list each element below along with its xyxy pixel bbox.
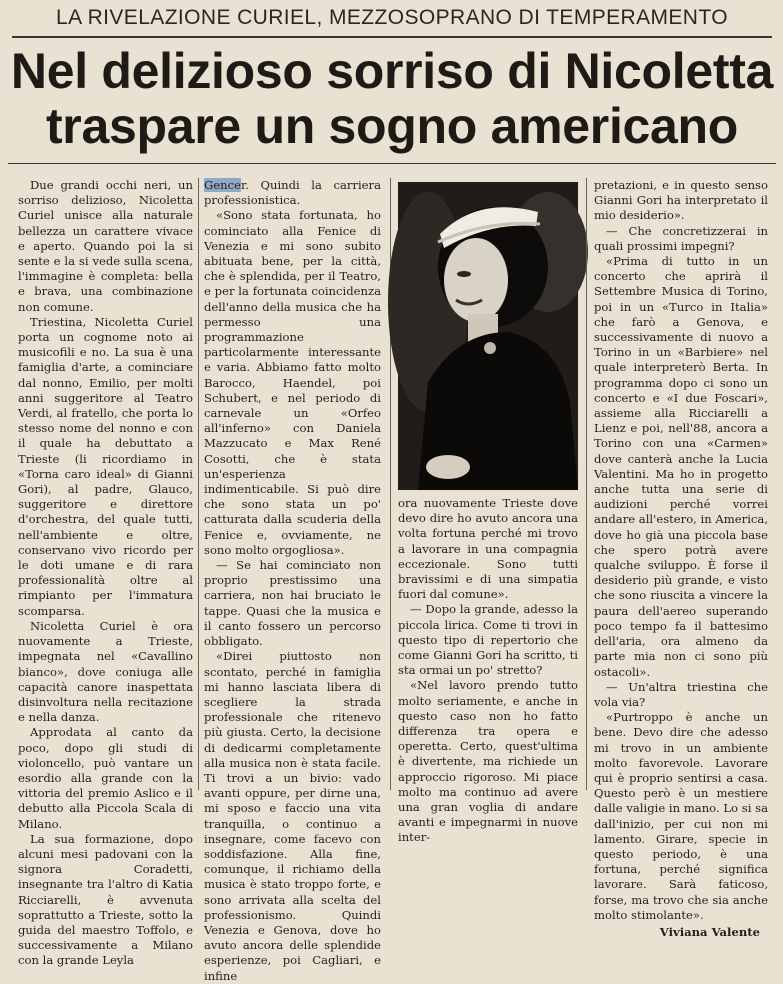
headline-rule xyxy=(8,163,776,164)
selected-text-highlight: Gence xyxy=(204,178,241,192)
headline-line-1: Nel delizioso sorriso di Nicoletta xyxy=(10,43,774,99)
author-signature: Viviana Valente xyxy=(659,924,760,939)
paragraph: «Purtroppo è anche un bene. Devo dire che adesso mi trovo in un ambiente molto favorevole. Lavorare qui è proprio sentirsi a casa. Questo però è un mestiere dalle valigie in mano. Lo si sa dall'inizio, per cui non mi lamento. Girare, specie in questo periodo, è una fortuna, perché significa lavorare. Sarà faticoso, forse, ma trovo che sia anche molto stimolante». xyxy=(594,710,768,922)
paragraph: — Un'altra triestina che vola via? xyxy=(594,679,768,709)
column-divider xyxy=(198,178,199,790)
paragraph: Approdata al canto da poco, dopo gli studi di violoncello, può vantare un esordio alla grande con la vittoria del premio Aslico e il debutto alla Piccola Scala di Milano. xyxy=(18,725,193,831)
paragraph: — Se hai cominciato non proprio prestissimo una carriera, non hai bruciato le tappe. Quasi che la musica e il canto fossero un percorso obbligato. xyxy=(204,558,381,649)
paragraph: Nicoletta Curiel è ora nuovamente a Trieste, impegnata nel «Cavallino bianco», dove coniuga alle capacità canore inaspettata disinvoltura nella recitazione e nella danza. xyxy=(18,618,193,725)
paragraph: — Dopo la grande, adesso la piccola lirica. Come ti trovi in questo tipo di repertorio che come Gianni Gori ha scritto, ti sta ormai un po' stretto? xyxy=(398,602,578,678)
kicker-rule xyxy=(12,36,772,38)
article-column-2 xyxy=(204,178,381,983)
kicker: LA RIVELAZIONE CURIEL, MEZZOSOPRANO DI TEMPERAMENTO xyxy=(56,6,728,29)
article-column-4 xyxy=(594,178,768,939)
paragraph: pretazioni, e in questo senso Gianni Gori ha interpretato il mio desiderio». xyxy=(594,178,768,223)
paragraph: La sua formazione, dopo alcuni mesi padovani con la signora Coradetti, insegnante tra l'altro di Katia Ricciarelli, è avvenuta soprattutto a Trieste, sotto la guida del maestro Toffolo, e successivamente a Milano con la grande Leyla xyxy=(18,831,193,968)
article-column-1 xyxy=(18,178,193,968)
headline-line-2: traspare un sogno americano xyxy=(45,98,739,154)
paragraph: «Sono stata fortunata, ho cominciato alla Fenice di Venezia e mi sono subito abituata bene, per la città, che è splendida, per il Teatro, e per la fortunata coincidenza dell'anno della musica che ha permesso una programmazione particolarmente interessante e varia. Abbiamo fatto molto Barocco, Haendel, poi Schubert, e nel periodo di carnevale un «Orfeo all'inferno» con Daniela Mazzucato e Max René Cosotti, che è stata un'esperienza indimenticabile. Si può dire che sono stata un po' catturata dalla scuderia della Fenice e, ovviamente, ne sono molto orgogliosa». xyxy=(204,208,381,557)
article-column-3 xyxy=(398,496,578,845)
paragraph xyxy=(204,178,381,208)
paragraph: Triestina, Nicoletta Curiel porta un cognome noto ai musicofili e no. La sua è una famiglia d'arte, a cominciare dal nonno, Emilio, per molti anni suggeritore al Teatro Verdi, al fratello, che porta lo stesso nome del nonno e con il quale ha debuttato a Trieste (li ricordiamo in «Torna caro ideal» di Gianni Gori), al padre, Glauco, suggeritore e direttore d'orchestra, del quale tutti, nell'ambiente e oltre, conservano vivo ricordo per le doti umane e di rara professionalità oltre al rimpianto per l'immatura scomparsa. xyxy=(18,314,193,618)
headline xyxy=(8,44,776,154)
paragraph: «Direi piuttosto non scontato, perché in famiglia mi hanno lasciata libera di scegliere la strada professionale che ritenevo più giusta. Certo, la decisione di dedicarmi completamente alla musica non è stata facile. Ti trovi a un bivio: vado avanti oppure, per dirne una, mi sposo e faccio una vita tranquilla, o continuo a insegnare, come facevo con soddisfazione. Alla fine, comunque, il richiamo della musica è stato troppo forte, e sono arrivata alla scelta del professionismo. Quindi Venezia e Genova, dove ho avuto ancora delle splendide esperienze, poi Cagliari, e infine xyxy=(204,649,381,983)
paragraph: — Che concretizzerai in quali prossimi impegni? xyxy=(594,223,768,253)
portrait-photo-icon xyxy=(398,182,578,490)
paragraph: «Nel lavoro prendo tutto molto seriamente, e anche in questo caso non ho fatto differenza tra opera e operetta. Certo, quest'ultima è divertente, ma richiede un approccio rigoroso. Mi piace molto ma continuo ad avere una gran voglia di andare avanti e impegnarmi in nuove inter- xyxy=(398,678,578,845)
paragraph-continuation: r. Quindi la carriera professionistica. xyxy=(204,178,381,208)
paragraph: ora nuovamente Trieste dove devo dire ho avuto ancora una volta fortuna perché mi trovo a lavorare in una compagnia eccezionale. Sono tutti bravissimi e di una simpatia fuori dal comune». xyxy=(398,496,578,602)
paragraph: «Prima di tutto in un concerto che aprirà il Settembre Musica di Torino, poi in un «Turco in Italia» che farò a Genova, e successivamente di nuovo a Torino in un «Barbiere» nel quale interpreterò Berta. In programma dopo ci sono un concerto e «I due Foscari», assieme alla Ricciarelli a Lienz e poi, nell'88, ancora a Torino con una «Carmen» dove canterà anche la Lucia Valentini. Ma ho in progetto anche tutta una serie di audizioni perché vorrei andare all'estero, in America, dove ho già una piccola base che spero potrà avere qualche sviluppo. È forse il desiderio più grande, e visto che sono riuscita a vincere la paura dell'aereo superando poco tempo fa il battesimo dell'aria, ora almeno da parte mia non ci sono più ostacoli». xyxy=(594,254,768,679)
column-divider xyxy=(586,178,587,790)
paragraph: Due grandi occhi neri, un sorriso delizioso, Nicoletta Curiel unisce alla naturale bellezza un carattere vivace e aperto. Quando poi la si sente e la si vede sulla scena, l'immagine è completa: bella e brava, una combinazione non comune. xyxy=(18,178,193,314)
